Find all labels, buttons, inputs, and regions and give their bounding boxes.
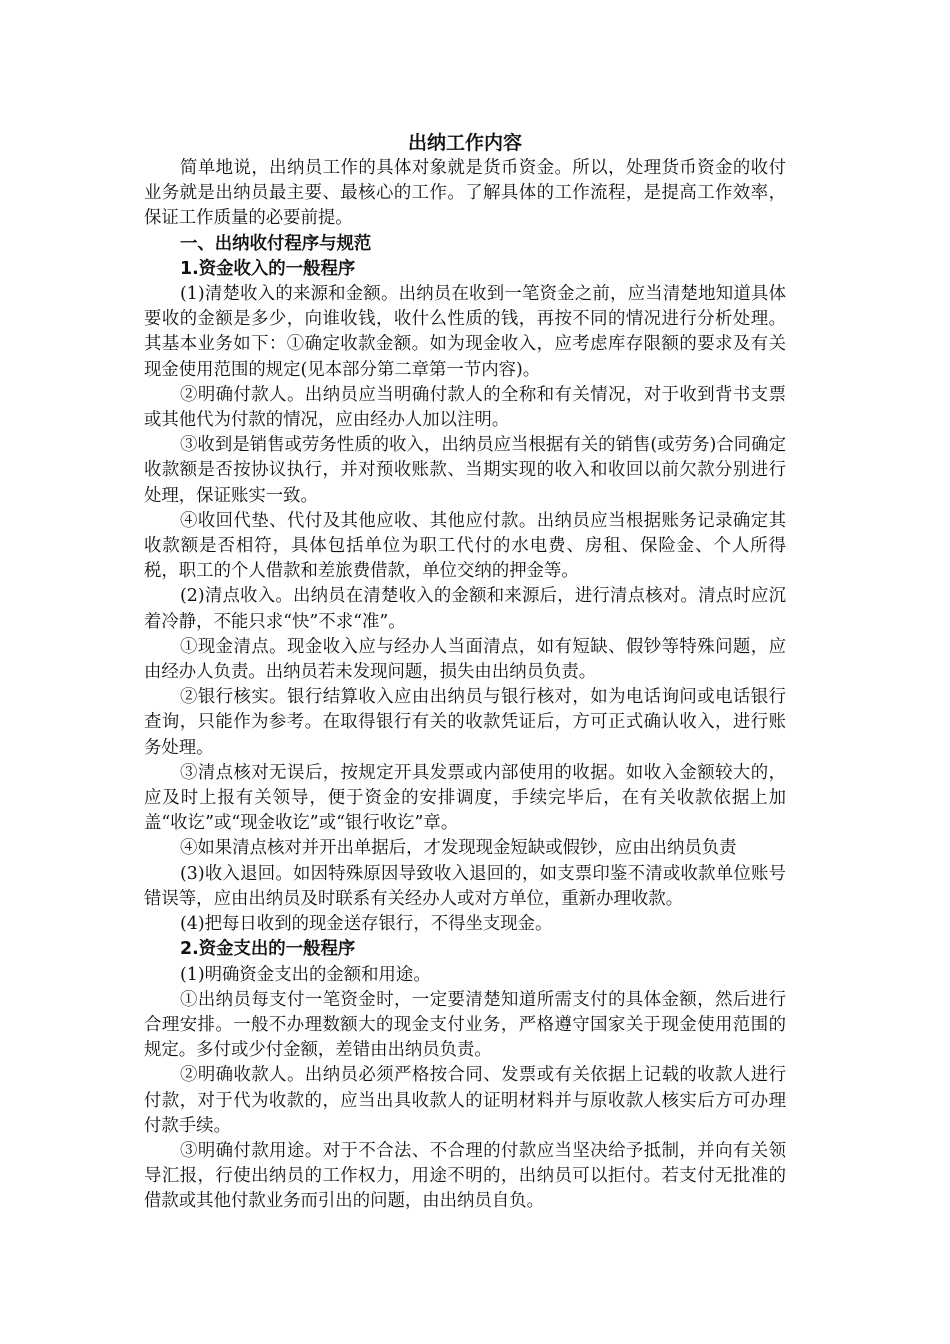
paragraph-intro: 简单地说，出纳员工作的具体对象就是货币资金。所以，处理货币资金的收付业务就是出纳员最主要、最核心的工作。了解具体的工作流程，是提高工作效率，保证工作质量的必要前提。 bbox=[144, 158, 786, 229]
paragraph-expense-amount: (1)明确资金支出的金额和用途。 bbox=[180, 964, 431, 985]
paragraph-shortage: ④如果清点核对并开出单据后，才发现现金短缺或假钞，应由出纳员负责 bbox=[180, 838, 737, 859]
paragraph-cash-count: ①现金清点。现金收入应与经办人当面清点，如有短缺、假钞等特殊问题，应由经办人负责。出纳员若未发现问题，损失由出纳员负责。 bbox=[144, 636, 786, 683]
paragraph-payment-purpose: ③明确付款用途。对于不合法、不合理的付款应当坚决给予抵制，并向有关领导汇报，行使出纳员的工作权力，用途不明的，出纳员可以拒付。若支付无批准的借款或其他付款业务而引出的问题，由出纳员自负。 bbox=[144, 1140, 786, 1212]
paragraph-sales-income: ③收到是销售或劳务性质的收入，出纳员应当根据有关的销售(或劳务)合同确定收款额是否按协议执行，并对预收账款、当期实现的收入和收回以前欠款分别进行处理，保证账实一致。 bbox=[144, 435, 786, 506]
paragraph-receivables: ④收回代垫、代付及其他应收、其他应付款。出纳员应当根据账务记录确定其收款额是否相符，具体包括单位为职工代付的水电费、房租、保险金、个人所得税，职工的个人借款和差旅费借款，单位交纳的押金等。 bbox=[144, 510, 786, 582]
document-body bbox=[144, 130, 786, 1215]
paragraph-issue-receipt: ③清点核对无误后，按规定开具发票或内部使用的收据。如收入金额较大的，应及时上报有关领导，便于资金的安排调度，手续完毕后，在有关收款依据上加盖“收讫”或“现金收讫”或“银行收讫”章。 bbox=[144, 762, 786, 834]
paragraph-deposit-cash: (4)把每日收到的现金送存银行，不得坐支现金。 bbox=[180, 914, 553, 935]
paragraph-payee: ②明确收款人。出纳员必须严格按合同、发票或有关依据上记载的收款人进行付款，对于代为收款的，应当出具收款人的证明材料并与原收款人核实后方可办理付款手续。 bbox=[144, 1065, 786, 1136]
paragraph-bank-verify: ②银行核实。银行结算收入应由出纳员与银行核对，如为电话询问或电话银行查询，只能作为参考。在取得银行有关的收款凭证后，方可正式确认收入，进行账务处理。 bbox=[144, 687, 786, 758]
paragraph-income-return: (3)收入退回。如因特殊原因导致收入退回的，如支票印鉴不清或收款单位账号错误等，应由出纳员及时联系有关经办人或对方单位，重新办理收款。 bbox=[144, 863, 786, 909]
document-title: 出纳工作内容 bbox=[407, 132, 522, 154]
paragraph-count-income: (2)清点收入。出纳员在清楚收入的金额和来源后，进行清点核对。清点时应沉着冷静，不能只求“快”不求“准”。 bbox=[144, 586, 786, 632]
subsection-heading-expense: 2.资金支出的一般程序 bbox=[180, 939, 356, 960]
paragraph-payment-amount: ①出纳员每支付一笔资金时，一定要清楚知道所需支付的具体金额，然后进行合理安排。一般不办理数额大的现金支付业务，严格遵守国家关于现金使用范围的规定。多付或少付金额，差错由出纳员负责。 bbox=[144, 989, 786, 1061]
paragraph-income-source: (1)清楚收入的来源和金额。出纳员在收到一笔资金之前，应当清楚地知道具体要收的金额是多少，向谁收钱，收什么性质的钱，再按不同的情况进行分析处理。其基本业务如下：①确定收款金额。如为现金收入，应考虑库存限额的要求及有关现金使用范围的规定(见本部分第二章第一节内容)。 bbox=[144, 284, 786, 380]
section-heading-1: 一、出纳收付程序与规范 bbox=[180, 233, 372, 254]
subsection-heading-income: 1.资金收入的一般程序 bbox=[180, 258, 356, 279]
paragraph-payer: ②明确付款人。出纳员应当明确付款人的全称和有关情况，对于收到背书支票或其他代为付款的情况，应由经办人加以注明。 bbox=[144, 384, 786, 431]
